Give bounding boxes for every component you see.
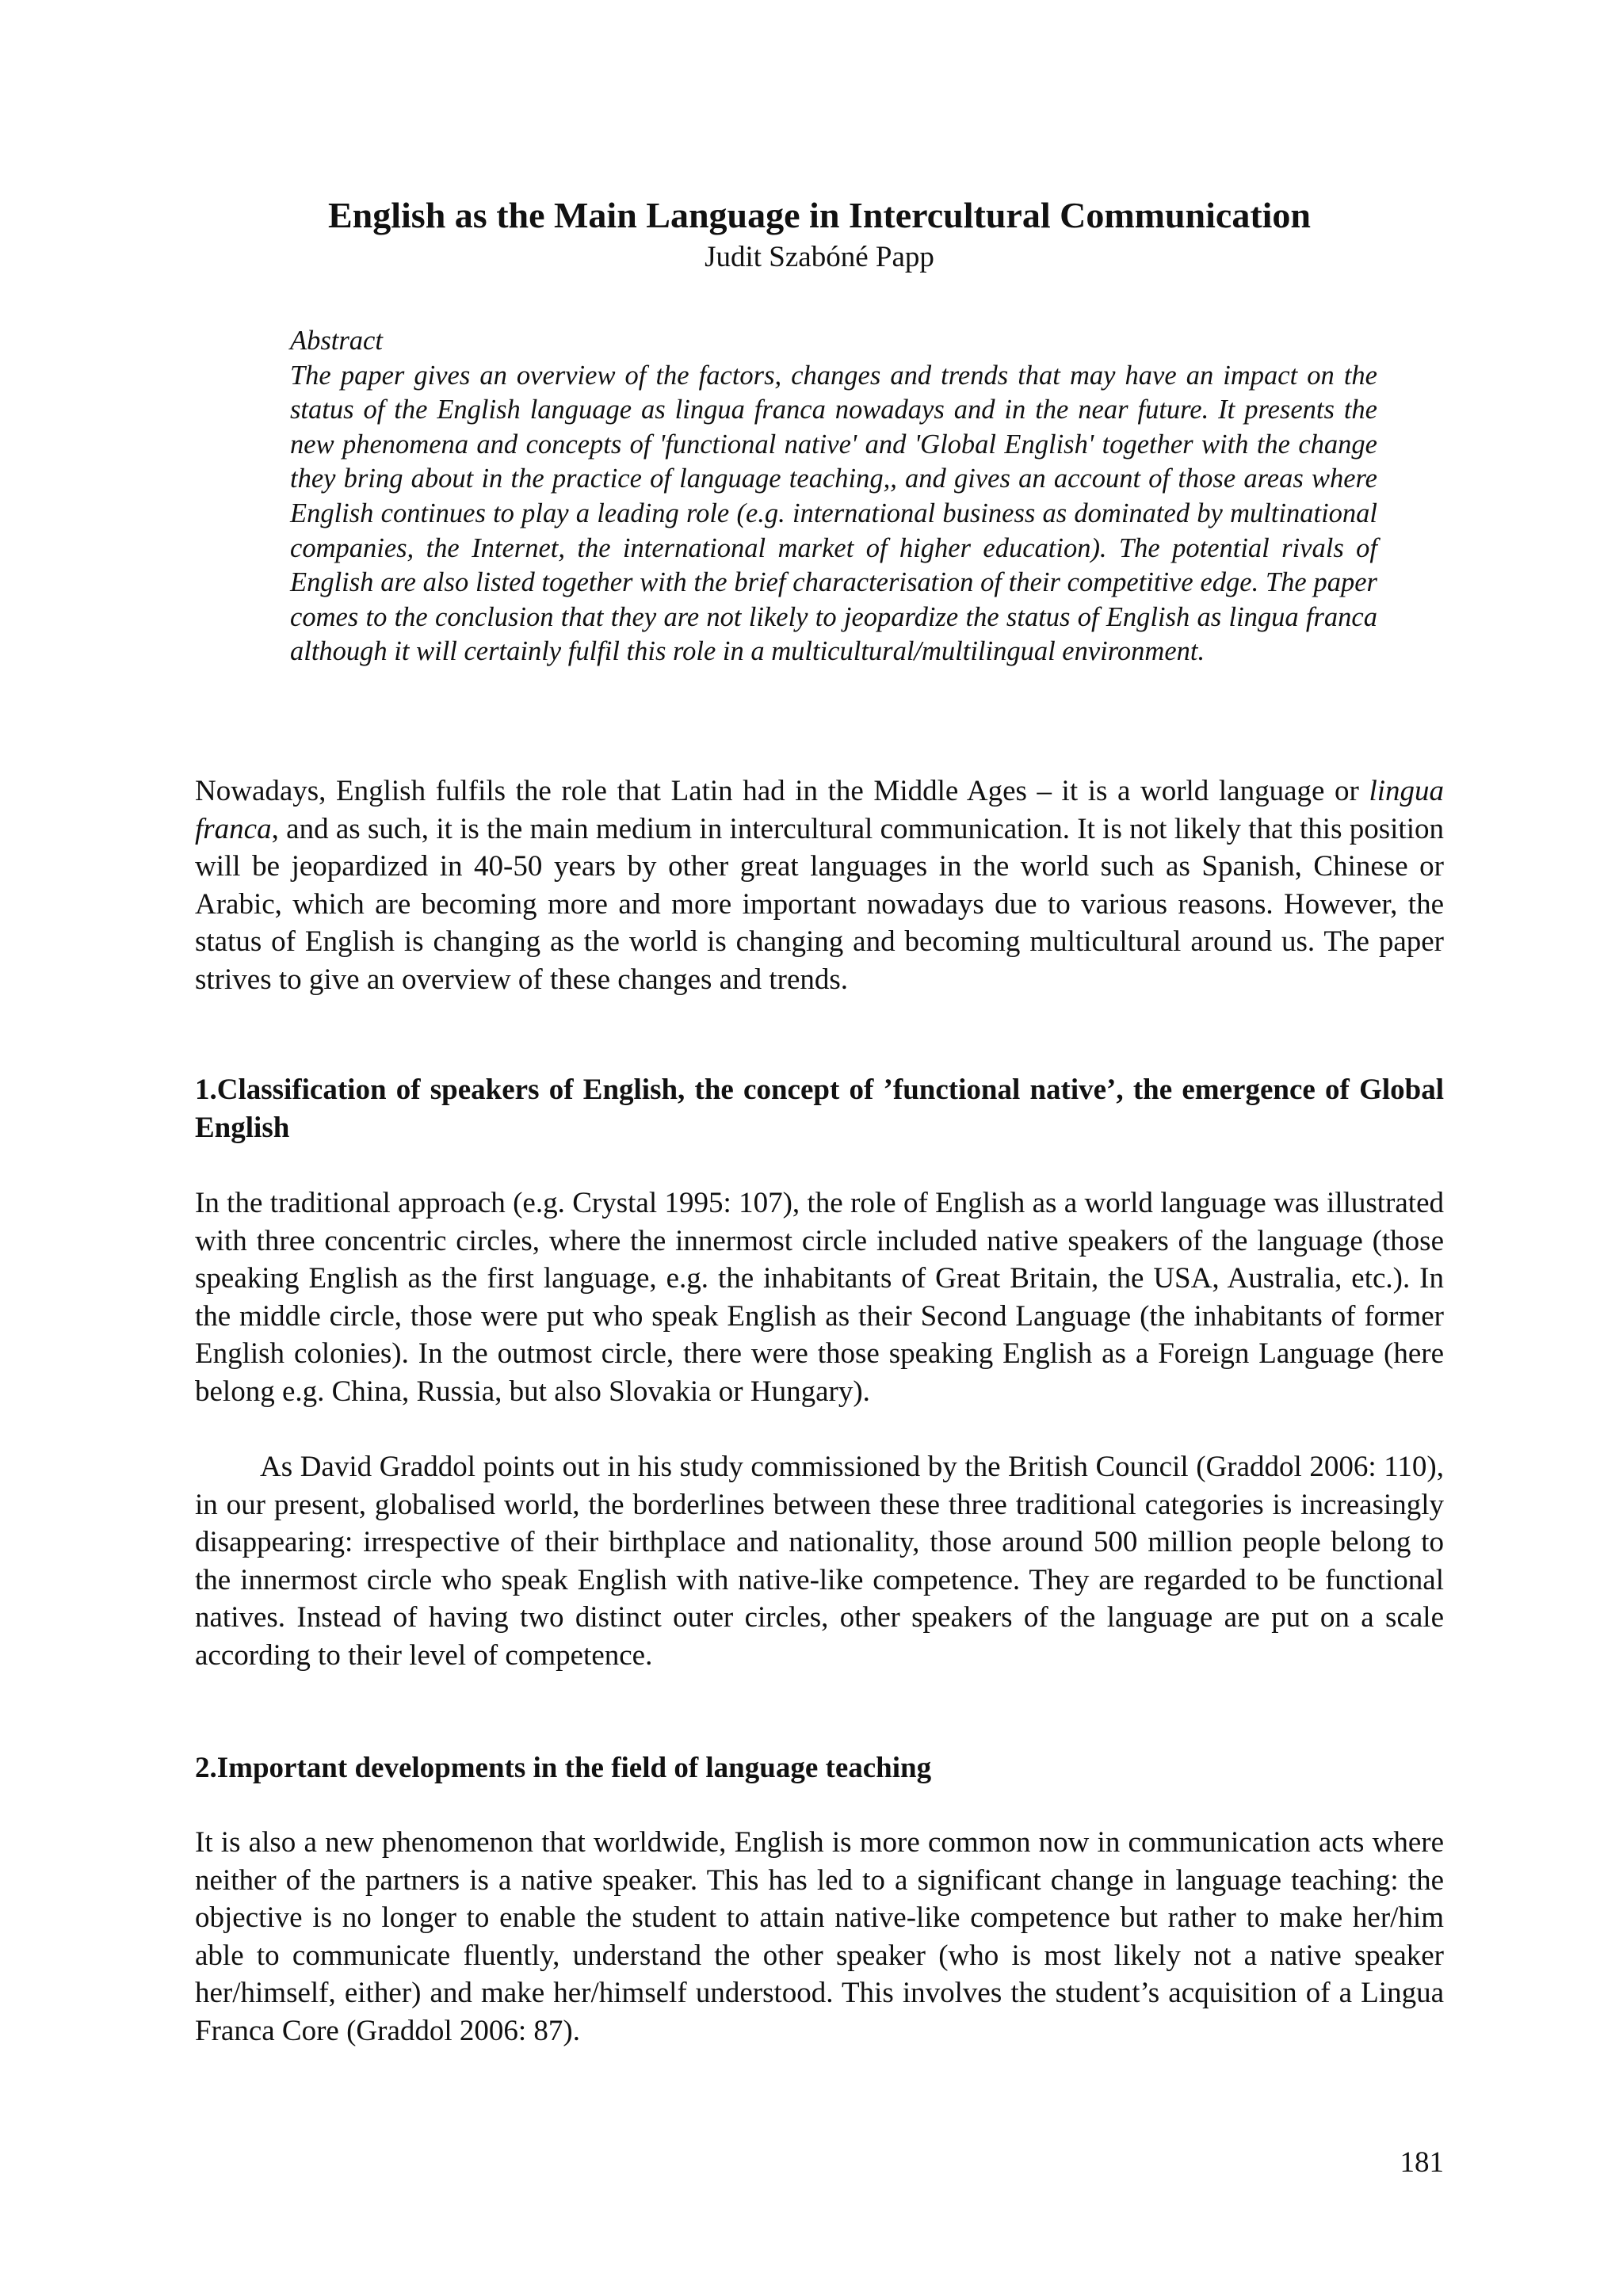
intro-term: lingua franca: [195, 775, 1444, 845]
abstract-label: Abstract: [290, 326, 383, 356]
paper-title: English as the Main Language in Intercultural Communication: [327, 195, 1312, 235]
section-1-heading: 1.Classification of speakers of English, the concept of ’functional native’, the emergence of Global English: [195, 1074, 1444, 1144]
abstract-text: The paper gives an overview of the factors, changes and trends that may have an impact on the status of the English language as lingua franca nowadays and in the near future. It presents the new phenomena and concepts of 'functional native' and 'Global English' together with the change they bring about in the practice of language teaching,, and gives an account of those areas where English continues to play a leading role (e.g. international business as dominated by multinational companies, the Internet, the international market of higher education). The potential rivals of English are also listed together with the brief characterisation of their competitive edge. The paper comes to the conclusion that they are not likely to jeopardize the status of English as lingua franca although it will certainly fulfil this role in a multicultural/multilingual environment.: [290, 360, 1377, 667]
intro-text-start: Nowadays, English fulfils the role that Latin had in the Middle Ages – it is a world language or: [195, 775, 1369, 807]
intro-paragraph: [195, 772, 1444, 998]
section-2-paragraph: It is also a new phenomenon that worldwide, English is more common now in communication acts where neither of the partners is a native speaker. This has led to a significant change in language teaching: the objective is no longer to enable the student to attain native-like competence but rather to make her/him able to communicate fluently, understand the other speaker (who is most likely not a native speaker her/himself, either) and make her/himself understood. This involves the student’s acquisition of a Lingua Franca Core (Graddol 2006: 87).: [195, 1826, 1444, 2047]
section-1-paragraph-2: As David Graddol points out in his study commissioned by the British Council (Graddol 2006: 110), in our present, globalised world, the borderlines between these three traditional categories is increasingly disappearing: irrespective of their birthplace and nationality, those around 500 million people belong to the innermost circle who speak English with native-like competence. They are regarded to be functional natives. Instead of having two distinct outer circles, other speakers of the language are put on a scale according to their level of competence.: [195, 1451, 1444, 1672]
intro-text-end: , and as such, it is the main medium in intercultural communication. It is not likely that this position will be jeopardized in 40-50 years by other great languages in the world such as Spanish, Chinese or Arabic, which are becoming more and more important nowadays due to various reasons. However, the status of English is changing as the world is changing and becoming multicultural around us. The paper strives to give an overview of these changes and trends.: [195, 812, 1444, 996]
author-name: Judit Szabóné Papp: [705, 241, 934, 273]
section-2-heading: 2.Important developments in the field of language teaching: [195, 1752, 932, 1784]
abstract: [290, 324, 1377, 669]
section-1-paragraph-1: In the traditional approach (e.g. Crystal 1995: 107), the role of English as a world language was illustrated with three concentric circles, where the innermost circle included native speakers of the language (those speaking English as the first language, e.g. the inhabitants of Great Britain, the USA, Australia, etc.). In the middle circle, those were put who speak English as their Second Language (the inhabitants of former English colonies). In the outmost circle, there were those speaking English as a Foreign Language (here belong e.g. China, Russia, but also Slovakia or Hungary).: [195, 1187, 1444, 1408]
page-number: 181: [1400, 2146, 1444, 2179]
